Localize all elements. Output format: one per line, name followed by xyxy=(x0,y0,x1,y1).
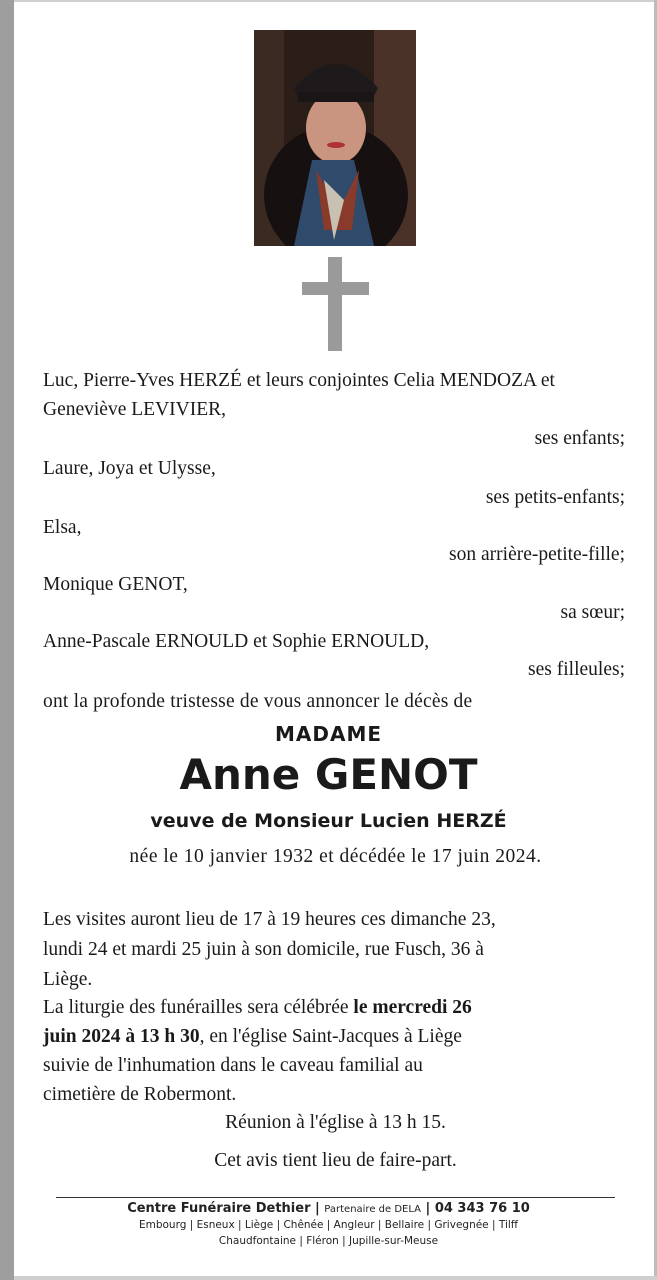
deceased-title: MADAME xyxy=(274,722,383,746)
cross-icon xyxy=(328,257,342,351)
notice-note: Cet avis tient lieu de faire-part. xyxy=(214,1150,457,1171)
visits-line-1: Les visites auront lieu de 17 à 19 heures ces dimanche 23, xyxy=(43,909,496,930)
birth-death-dates: née le 10 janvier 1932 et décédée le 17 juin 2024. xyxy=(129,846,542,867)
liturgy-time: juin 2024 à 13 h 30 xyxy=(43,1026,200,1047)
liturgy-line-3: suivie de l'inhumation dans le caveau familial au xyxy=(43,1055,423,1076)
family-line-5: Monique GENOT, xyxy=(43,574,188,595)
relation-children: ses enfants; xyxy=(534,428,625,449)
liturgy-line-2 xyxy=(43,1023,462,1051)
cross-icon-bar xyxy=(302,282,369,295)
family-line-6: Anne-Pascale ERNOULD et Sophie ERNOULD, xyxy=(43,631,430,652)
liturgy-place: , en l'église Saint-Jacques à Liège xyxy=(199,1026,462,1047)
family-line-3: Laure, Joya et Ulysse, xyxy=(43,458,216,479)
top-border xyxy=(14,0,657,2)
reunion-note: Réunion à l'église à 13 h 15. xyxy=(225,1112,446,1133)
deceased-widow: veuve de Monsieur Lucien HERZÉ xyxy=(150,810,507,832)
liturgy-line-4: cimetière de Robermont. xyxy=(43,1084,237,1105)
funeral-home-name: Centre Funéraire Dethier xyxy=(127,1201,311,1216)
liturgy-text: La liturgie des funérailles sera célébrée xyxy=(43,997,354,1018)
bottom-border xyxy=(14,1276,657,1280)
relation-grandchildren: ses petits-enfants; xyxy=(485,487,625,508)
liturgy-date: le mercredi 26 xyxy=(353,997,472,1018)
deceased-name: Anne GENOT xyxy=(179,750,478,799)
locations-line-2: Chaudfontaine | Fléron | Jupille-sur-Meuse xyxy=(218,1235,439,1247)
announcement: ont la profonde tristesse de vous annoncer le décès de xyxy=(43,691,473,712)
visits-line-2: lundi 24 et mardi 25 juin à son domicile, rue Fusch, 36 à xyxy=(43,939,484,960)
family-line-2: Geneviève LEVIVIER, xyxy=(43,399,227,420)
relation-sister: sa sœur; xyxy=(560,602,625,623)
partner-label: Partenaire de DELA xyxy=(324,1204,421,1215)
phone-number: 04 343 76 10 xyxy=(434,1201,530,1216)
funeral-home-line: Centre Funéraire Dethier | Partenaire de DELA | 04 343 76 10 xyxy=(127,1201,530,1216)
locations-line-1: Embourg | Esneux | Liège | Chênée | Angleur | Bellaire | Grivegnée | Tilff xyxy=(138,1219,519,1231)
relation-great-granddaughter: son arrière-petite-fille; xyxy=(449,544,625,565)
family-line-4: Elsa, xyxy=(43,517,82,538)
relation-goddaughters: ses filleules; xyxy=(528,659,625,680)
footer-divider xyxy=(56,1197,615,1198)
visits-line-3: Liège. xyxy=(43,969,93,990)
family-line-1: Luc, Pierre-Yves HERZÉ et leurs conjointes Celia MENDOZA et xyxy=(43,370,555,391)
left-border xyxy=(0,0,14,1280)
portrait-photo xyxy=(254,30,416,246)
liturgy-line-1 xyxy=(43,994,472,1022)
